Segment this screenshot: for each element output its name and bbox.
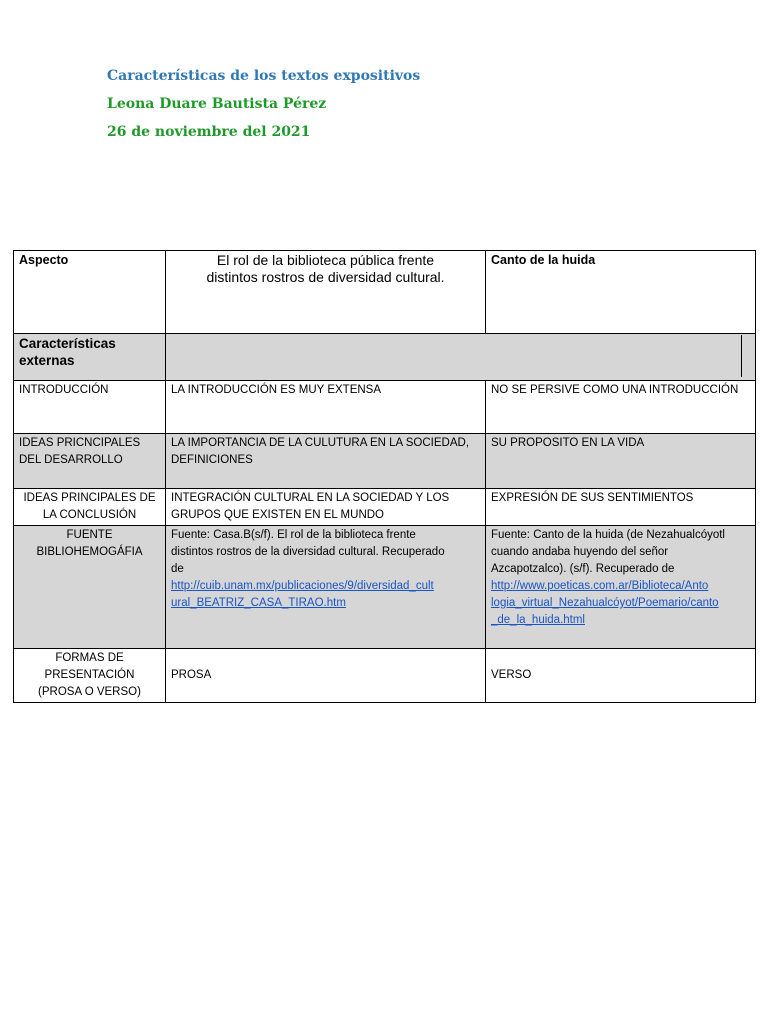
header-canto: Canto de la huida xyxy=(486,251,756,334)
caracteristicas-cell-inner xyxy=(171,335,750,379)
fuente-label xyxy=(14,526,166,649)
ideas-conclusion-biblioteca xyxy=(166,489,486,526)
header-biblioteca-line2: distintos rostros de diversidad cultural. xyxy=(206,269,445,285)
document-header xyxy=(107,62,420,146)
fuente-canto-line1: Fuente: Canto de la huida (de Nezahualcóyotl xyxy=(491,529,725,541)
fuente-canto-link-line3[interactable]: _de_la_huida.html xyxy=(491,614,585,626)
fuente-canto xyxy=(486,526,756,649)
introduccion-biblioteca: LA INTRODUCCIÓN ES MUY EXTENSA xyxy=(166,381,486,434)
header-biblioteca xyxy=(166,251,486,334)
fuente-biblioteca-line1: Fuente: Casa.B(s/f). El rol de la biblioteca frente xyxy=(171,529,416,541)
fuente-label-line1: FUENTE xyxy=(66,529,113,541)
fuente-biblioteca-link-line1[interactable]: http://cuib.unam.mx/publicaciones/9/diversidad_cult xyxy=(171,580,434,592)
table-row-fuente xyxy=(14,526,756,649)
ideas-conclusion-label-line2: LA CONCLUSIÓN xyxy=(42,509,137,521)
ideas-conclusion-label-line1: IDEAS PRINCIPALES DE xyxy=(23,492,156,504)
introduccion-canto: NO SE PERSIVE COMO UNA INTRODUCCIÓN xyxy=(486,381,756,434)
caracteristicas-line1: Características xyxy=(19,336,116,351)
document-date: 26 de noviembre del 2021 xyxy=(107,124,311,140)
formas-label-line3: (PROSA O VERSO) xyxy=(38,686,141,698)
comparison-table xyxy=(13,250,756,703)
header-aspecto: Aspecto xyxy=(14,251,166,334)
ideas-desarrollo-biblioteca-line1: LA IMPORTANCIA DE LA CULUTURA EN LA SOCIEDAD, xyxy=(171,437,470,449)
formas-label-line2: PRESENTACIÓN xyxy=(44,669,135,681)
fuente-canto-link[interactable] xyxy=(491,578,750,629)
fuente-biblioteca-link-line2[interactable]: ural_BEATRIZ_CASA_TIRAO.htm xyxy=(171,597,346,609)
table-row-ideas-desarrollo xyxy=(14,434,756,489)
caracteristicas-empty-cell xyxy=(166,334,756,381)
ideas-conclusion-biblioteca-line2: GRUPOS QUE EXISTEN EN EL MUNDO xyxy=(171,509,384,521)
fuente-canto-link-line1[interactable]: http://www.poeticas.com.ar/Biblioteca/Anto xyxy=(491,580,709,592)
fuente-biblioteca-line3: de xyxy=(171,563,184,575)
introduccion-label: INTRODUCCIÓN xyxy=(14,381,166,434)
ideas-desarrollo-biblioteca xyxy=(166,434,486,489)
ideas-conclusion-label xyxy=(14,489,166,526)
formas-canto: VERSO xyxy=(486,649,756,703)
fuente-label-line2: BIBLIOHEMOGÁFIA xyxy=(36,546,143,558)
fuente-biblioteca xyxy=(166,526,486,649)
caracteristicas-label xyxy=(14,334,166,381)
fuente-biblioteca-link[interactable] xyxy=(171,578,480,612)
document-title: Características de los textos expositivos xyxy=(107,68,421,84)
ideas-desarrollo-label xyxy=(14,434,166,489)
caracteristicas-row xyxy=(14,334,756,381)
fuente-biblioteca-line2: distintos rostros de la diversidad cultural. Recuperado xyxy=(171,546,445,558)
table-row-ideas-conclusion xyxy=(14,489,756,526)
small-column-divider xyxy=(741,335,756,377)
ideas-desarrollo-biblioteca-line2: DEFINICIONES xyxy=(171,454,253,466)
ideas-desarrollo-canto: SU PROPOSITO EN LA VIDA xyxy=(486,434,756,489)
ideas-conclusion-biblioteca-line1: INTEGRACIÓN CULTURAL EN LA SOCIEDAD Y LOS xyxy=(171,492,450,504)
formas-label xyxy=(14,649,166,703)
formas-biblioteca: PROSA xyxy=(166,649,486,703)
table-row-formas xyxy=(14,649,756,703)
table-header-row xyxy=(14,251,756,334)
fuente-canto-link-line2[interactable]: logia_virtual_Nezahualcóyot/Poemario/canto xyxy=(491,597,719,609)
ideas-conclusion-canto: EXPRESIÓN DE SUS SENTIMIENTOS xyxy=(486,489,756,526)
fuente-canto-line2: cuando andaba huyendo del señor xyxy=(491,546,669,558)
author-name: Leona Duare Bautista Pérez xyxy=(107,96,327,112)
formas-label-line1: FORMAS DE xyxy=(55,652,124,664)
ideas-desarrollo-label-line1: IDEAS PRICNCIPALES xyxy=(19,437,141,449)
fuente-canto-line3: Azcapotzalco). (s/f). Recuperado de xyxy=(491,563,675,575)
caracteristicas-line2: externas xyxy=(19,353,75,368)
ideas-desarrollo-label-line2: DEL DESARROLLO xyxy=(19,454,123,466)
header-biblioteca-line1: El rol de la biblioteca pública frente xyxy=(216,252,435,268)
table-row-introduccion xyxy=(14,381,756,434)
